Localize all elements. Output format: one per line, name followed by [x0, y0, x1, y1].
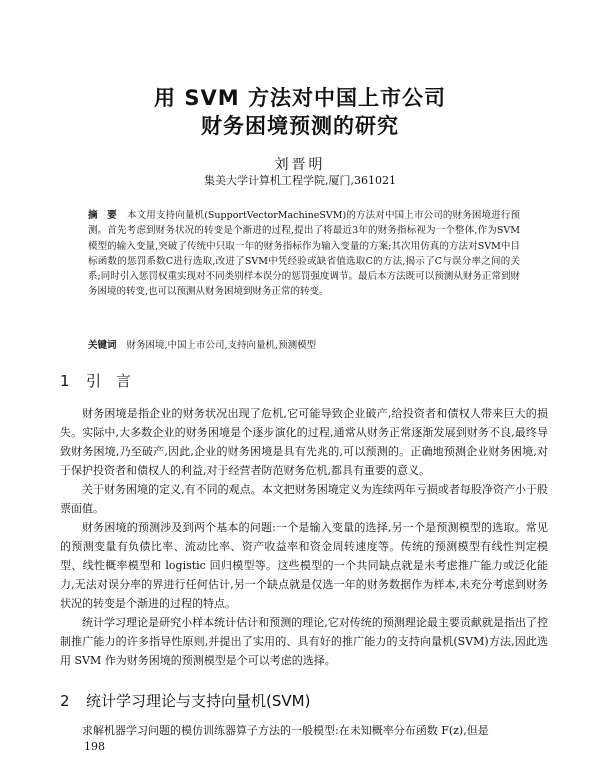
paragraph: 财务困境的预测涉及到两个基本的问题:一个是输入变量的选择,另一个是预测模型的选取。常见的预测变量有负债比率、流动比率、资产收益率和资金周转速度等。传统的预测模型有线性判定模型、线性概率模型和 logistic 回归模型等。这些模型的一个共同缺点就是未考虑推广能力或泛化能力,无法对误分率的界进行任何估计,另一个缺点就是仅选一年的财务数据作为样本,未充分考虑到财务状况的转变是个渐进的过程的特点。: [60, 521, 548, 610]
section-heading-introduction: [60, 370, 131, 391]
paragraph: 财务困境是指企业的财务状况出现了危机,它可能导致企业破产,给投资者和债权人带来巨大的损失。实际中,大多数企业的财务困境是个逐步演化的过程,通常从财务正常逐渐发展到财务不良,最终导致财务困境,乃至破产,因此,企业的财务困境是具有先兆的,可以预测的。正确地预测企业财务困境,对于保护投资者和债权人的利益,对于经营者防范财务危机,都具有重要的意义。: [60, 407, 548, 477]
author-name: 刘晋明: [274, 157, 326, 173]
paragraph: 关于财务困境的定义,有不同的观点。本文把财务困境定义为连续两年亏损或者每股净资产小于股票面值。: [60, 483, 548, 515]
keywords-label: 关键词: [88, 340, 117, 351]
section-title: 统计学习理论与支持向量机(SVM): [86, 692, 311, 710]
svm-body: [60, 721, 548, 740]
keywords-text: 财务困境,中国上市公司,支持向量机,预测模型: [126, 340, 317, 351]
section-number: 1: [60, 372, 70, 390]
abstract-text: 本文用支持向量机(SupportVectorMachineSVM)的方法对中国上市公司的财务困境进行预测。首先考虑到财务状况的转变是个渐进的过程,提出了将最近3年的财务指标视为一个整体,作为SVM模型的输入变量,突破了传统中只取一年的财务指标作为输入变量的方案;其次用仿真的方法对SVM中目标函数的惩罚系数C进行选取,改进了SVM中凭经验或缺省值选取C的方法,揭示了C与误分率之间的关系;同时引入惩罚权重实现对不同类别样本误分的惩罚强度调节。最后本方法既可以预测从财务正常到财务困境的转变,也可以预测从财务困境到财务正常的转变。: [88, 210, 520, 298]
introduction-body: [60, 404, 548, 670]
author-affiliation: 集美大学计算机工程学院,厦门,361021: [204, 174, 396, 187]
section-number: 2: [60, 692, 70, 710]
keywords: [88, 337, 520, 351]
paragraph: 统计学习理论是研究小样本统计估计和预测的理论,它对传统的预测理论最主要贡献就是指出了控制推广能力的许多指导性原则,并提出了实用的、具有好的推广能力的支持向量机(SVM)方法,因此选用 SVM 作为财务困境的预测模型是个可以考虑的选择。: [60, 616, 548, 667]
page-number: 198: [84, 740, 105, 753]
section-heading-svm: [60, 690, 310, 711]
paper-title-line2: 财务困境预测的研究: [201, 114, 399, 138]
section-title: 引 言: [86, 372, 132, 390]
abstract: [88, 208, 520, 300]
paper-title-line1: 用 SVM 方法对中国上市公司: [154, 86, 446, 110]
abstract-label: 摘 要: [88, 210, 117, 221]
paragraph: 求解机器学习问题的模仿训练器算子方法的一般模型:在未知概率分布函数 F(z),但是: [82, 724, 489, 737]
